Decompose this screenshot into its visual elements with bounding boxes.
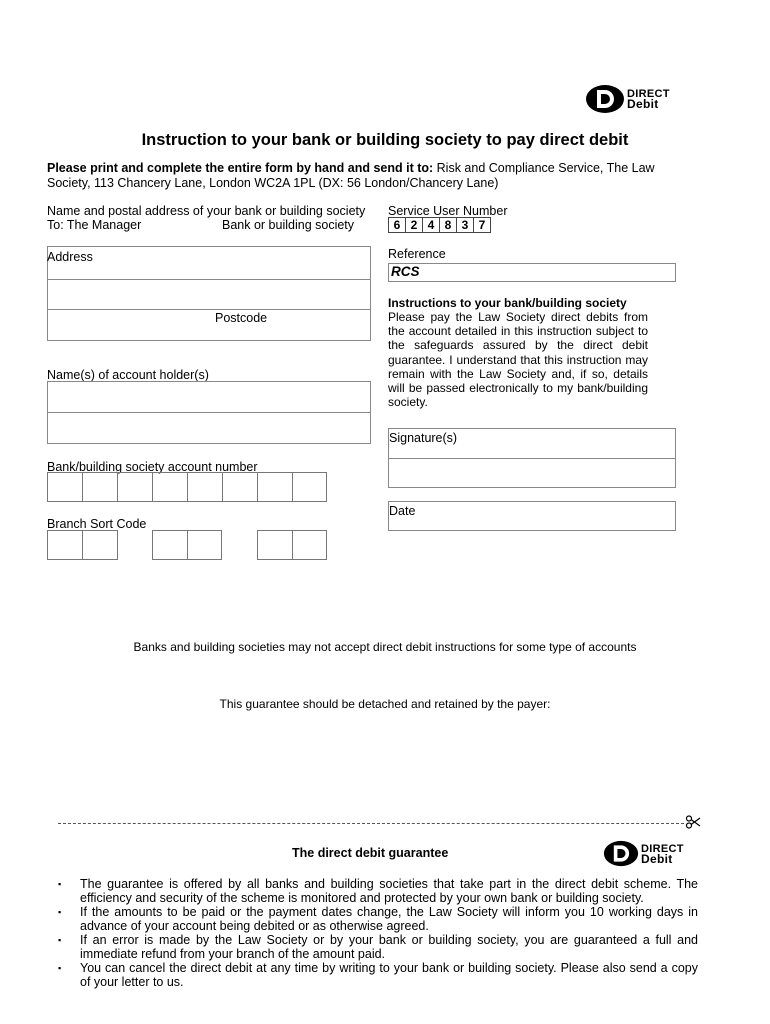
direct-debit-logo [585,84,670,114]
direct-debit-logo-bottom [603,840,684,867]
service-user-number [388,217,491,233]
service-user-label: Service User Number [388,204,508,218]
name-address-label: Name and postal address of your bank or building society [47,204,366,218]
account-number-cell[interactable] [292,472,327,502]
sort-code-cell[interactable] [152,530,188,560]
account-number-label: Bank/building society account number [47,460,258,474]
logo-line2: Debit [627,97,659,111]
address-label: Address [47,250,93,264]
cut-line [58,823,684,824]
date-box[interactable] [388,501,676,531]
instructions-heading: Instructions to your bank/building society [388,296,627,310]
logo-line1: DIRECT [627,88,670,100]
guarantee-title: The direct debit guarantee [292,846,449,860]
sort-code-cell[interactable] [187,530,222,560]
account-number-cell[interactable] [222,472,258,502]
sort-code-cell[interactable] [82,530,118,560]
account-number-cell[interactable] [117,472,153,502]
account-number-cell[interactable] [152,472,188,502]
intro-address: Risk and Compliance Service, The Law Society, 113 Chancery Lane, London WC2A 1PL (DX: 56 London/Chancery Lane) [47,161,655,190]
guarantee-item: ▪ The guarantee is offered by all banks and building societies that take part in the direct debit scheme. The efficiency and security of the scheme is monitored and protected by your own bank or building society. [60,877,698,905]
service-user-digit: 8 [440,218,457,232]
address-divider-2 [48,309,370,310]
reference-label: Reference [388,247,446,261]
postcode-label: Postcode [215,311,268,325]
account-number-cell[interactable] [187,472,223,502]
sort-code-cell[interactable] [257,530,293,560]
guarantee-item: ▪ You can cancel the direct debit at any time by writing to your bank or building society. Please also send a copy of your letter to us. [60,961,698,989]
sort-code-cell[interactable] [292,530,327,560]
service-user-digit: 3 [457,218,474,232]
direct-debit-logo-icon [603,840,639,867]
guarantee-item: ▪ If an error is made by the Law Society or by your bank or building society, you are guaranteed a full and immediate refund from your branch of the amount paid. [60,933,698,961]
direct-debit-logo-icon [585,84,625,114]
scissors-icon [685,815,701,832]
bank-society-label: Bank or building society [222,218,355,232]
account-holders-label: Name(s) of account holder(s) [47,368,209,382]
signature-divider [389,458,675,459]
instructions-text: Please pay the Law Society direct debits from the account detailed in this instruction subject to the safeguards assured by the direct debit guarantee. I understand that this instruction may remain with the Law Society and, if so, details will be passed electronically to my bank/building society. [388,310,648,410]
guarantee-item: ▪ If the amounts to be paid or the payment dates change, the Law Society will inform you 10 working days in advance of your account being debited or as otherwise agreed. [60,905,698,933]
reference-value: RCS [391,264,420,279]
service-user-digit: 6 [389,218,406,232]
intro-bold: Please print and complete the entire form by hand and send it to: [47,161,434,175]
detach-note: This guarantee should be detached and retained by the payer: [219,697,551,711]
account-holders-divider [48,412,370,413]
sort-code-cell[interactable] [47,530,83,560]
service-user-digit: 4 [423,218,440,232]
account-number-cell[interactable] [47,472,83,502]
address-box[interactable] [47,246,371,341]
signature-label: Signature(s) [389,431,458,445]
reference-box[interactable] [388,263,676,282]
logo-line1: DIRECT [641,842,684,855]
date-label: Date [389,504,416,518]
address-divider-1 [48,279,370,280]
sort-code-label: Branch Sort Code [47,517,147,531]
guarantee-list [60,877,698,989]
logo-line2: Debit [641,851,673,866]
account-number-cell[interactable] [82,472,118,502]
service-user-digit: 2 [406,218,423,232]
service-user-digit: 7 [478,218,486,232]
account-number-cell[interactable] [257,472,293,502]
notice-text: Banks and building societies may not accept direct debit instructions for some type of accounts [133,640,637,654]
intro-text [47,161,687,191]
to-manager-label: To: The Manager [47,218,142,232]
page-title: Instruction to your bank or building society to pay direct debit [141,131,629,149]
